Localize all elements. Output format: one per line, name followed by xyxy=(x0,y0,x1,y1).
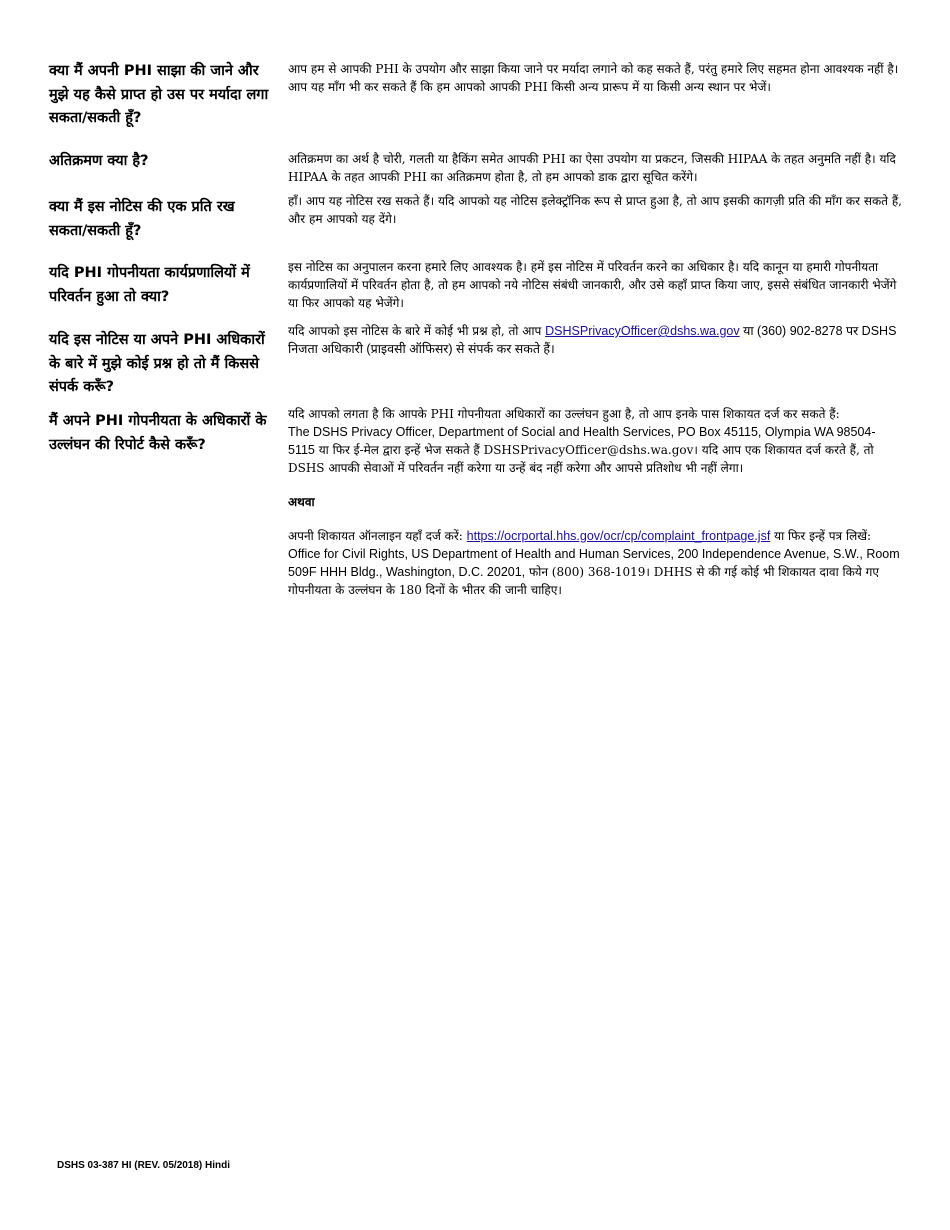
ocr-portal-link[interactable]: https://ocrportal.hhs.gov/ocr/cp/complaint_frontpage.jsf xyxy=(466,529,771,543)
answer-paragraph-2 xyxy=(288,527,902,599)
question-heading: यदि इस नोटिस या अपने PHI अधिकारों के बारे में मुझे कोई प्रश्न हो तो मैं किससे संपर्क करूँ? xyxy=(49,332,265,395)
online-complaint-rest: फोन (800) 368-1019। DHHS से की गई कोई भी शिकायत दावा किये गए गोपनीयता के उल्लंघन के 180 दिनों के भीतर की जानी चाहिए। xyxy=(288,565,880,597)
answer-block xyxy=(288,405,902,599)
answer-text-pre: यदि आपको इस नोटिस के बारे में कोई भी प्रश्न हो, तो आप xyxy=(288,324,546,338)
question-heading: मैं अपने PHI गोपनीयता के अधिकारों के उल्लंघन की रिपोर्ट कैसे करूँ? xyxy=(49,413,267,453)
question-heading: अतिक्रमण क्या है? xyxy=(49,153,149,169)
question-heading: यदि PHI गोपनीयता कार्यप्रणालियों में परिवर्तन हुआ तो क्या? xyxy=(49,265,250,305)
privacy-officer-email-link[interactable]: DSHSPrivacyOfficer@dshs.wa.gov xyxy=(545,324,740,338)
answer-intro: यदि आपको लगता है कि आपके PHI गोपनीयता अधिकारों का उल्लंघन हुआ है, तो आप इनके पास शिकायत दर्ज कर सकते हैं: xyxy=(288,407,840,421)
form-footer: DSHS 03-387 HI (REV. 05/2018) Hindi xyxy=(57,1160,231,1171)
answer-rest: या फिर ई-मेल द्वारा इन्हें भेज सकते हैं DSHSPrivacyOfficer@dshs.wa.gov। यदि आप एक शिकायत दर्ज करते हैं, तो DSHS आपकी सेवाओं में परिवर्तन नहीं करेगा या उन्हें बंद नहीं करेगा और आपसे प्रतिशोध भी नहीं लेगा। xyxy=(288,443,874,475)
online-complaint-pre: अपनी शिकायत ऑनलाइन यहाँ दर्ज करें: xyxy=(288,529,467,543)
answer-paragraph-1 xyxy=(288,405,902,477)
privacy-officer-address: The DSHS Privacy Officer, Department of Social and Health Services, PO Box 45115, Olympia WA 98504-5115 xyxy=(288,425,876,457)
answer-text: इस नोटिस का अनुपालन करना हमारे लिए आवश्यक है। हमें इस नोटिस में परिवर्तन करने का अधिकार है। यदि कानून या हमारी गोपनीयता कार्यप्रणालियों में परिवर्तन होता है, तो हम आपको नये नोटिस संबंधी जानकारी, और उसे कहाँ प्राप्त किया जाए, इससे संबंधित जानकारी भेजेंगे या फिर आपको यह भेजेंगे। xyxy=(288,260,897,310)
question-heading: क्या मैं इस नोटिस की एक प्रति रख सकता/सकती हूँ? xyxy=(49,199,235,239)
answer-text-post: या (360) 902-8278 पर DSHS निजता अधिकारी (प्राइवसी ऑफिसर) से संपर्क कर सकते हैं। xyxy=(288,324,897,356)
question-heading: क्या मैं अपनी PHI साझा की जाने और मुझे यह कैसे प्राप्त हो उस पर मर्यादा लगा सकता/सकती हूँ? xyxy=(49,63,269,126)
ocr-address: Office for Civil Rights, US Department of Health and Human Services, 200 Independence Avenue, S.W., Room 509F HHH Bldg., Washington, D.C. 20201, xyxy=(288,547,900,579)
answer-text xyxy=(288,322,902,358)
answer-text: हाँ। आप यह नोटिस रख सकते हैं। यदि आपको यह नोटिस इलेक्ट्रॉनिक रूप से प्राप्त हुआ है, तो आप इसकी कागज़ी प्रति की माँग कर सकते हैं, और हम आपको यह देंगे। xyxy=(288,194,903,226)
answer-text: अतिक्रमण का अर्थ है चोरी, गलती या हैकिंग समेत आपकी PHI का ऐसा उपयोग या प्रकटन, जिसकी HIPAA के तहत अनुमति नहीं है। यदि HIPAA के तहत आपकी PHI का अतिक्रमण होता है, तो हम आपको डाक द्वारा सूचित करेंगे। xyxy=(288,152,896,184)
answer-text: आप हम से आपकी PHI के उपयोग और साझा किया जाने पर मर्यादा लगाने को कह सकते हैं, परंतु हमारे लिए सहमत होना आवश्यक नहीं है। आप यह माँग भी कर सकते हैं कि हम आपको आपकी PHI किसी अन्य प्रारूप में या किसी अन्य स्थान पर भेजें। xyxy=(288,62,899,94)
or-label: अथवा xyxy=(288,495,315,509)
online-complaint-mid: या फिर इन्हें पत्र लिखें: xyxy=(770,529,872,543)
